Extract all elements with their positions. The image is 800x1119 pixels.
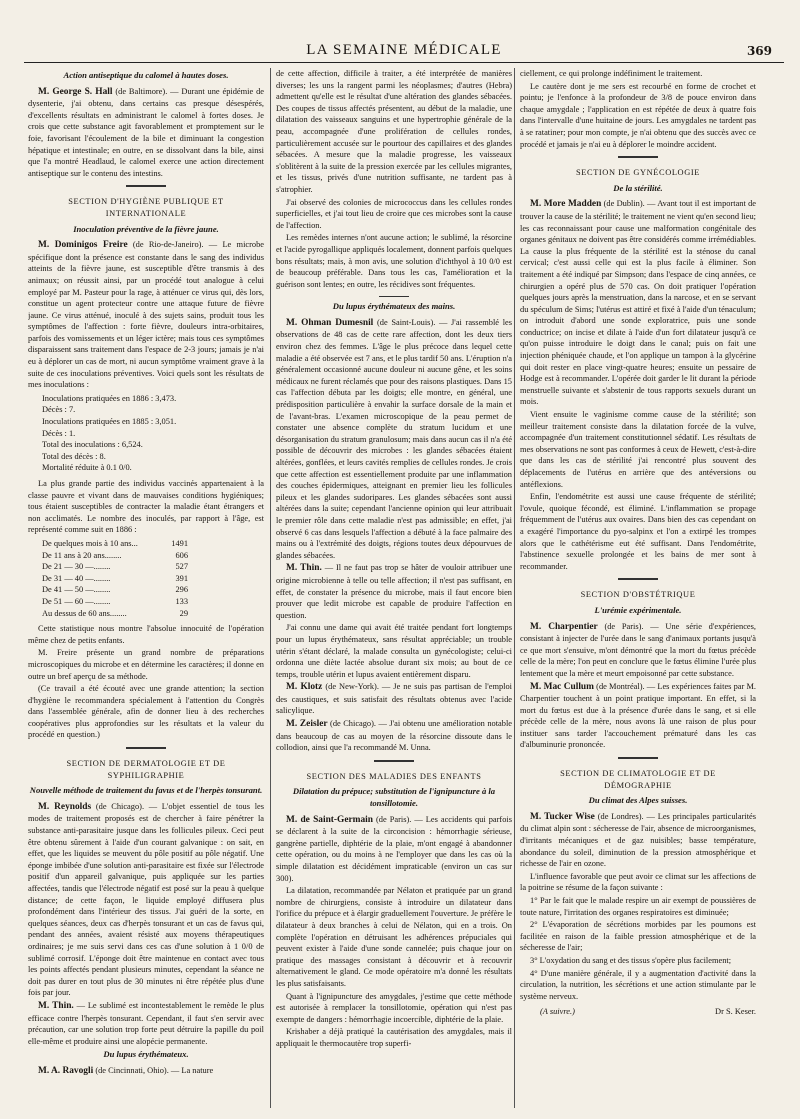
age-row (42, 550, 264, 562)
section-heading: SECTION DES MALADIES DES ENFANTS (306, 771, 482, 781)
page-header (24, 40, 784, 63)
stat-line: Total des décès : 8. (42, 451, 106, 461)
paragraph-text: (de Paris). — Les accidents qui parfois se déclarent à la suite de la circoncision : hémorrhagie sérieuse, gangrène partielle, diphtérie de la plaie, m'ont engagé à abandonner cette opération, ou du moins à ne l'employer que dans les cas où la simple dilatation est décidément impraticable (environ un cas sur 300). (276, 814, 512, 883)
age-value: 29 (179, 608, 188, 618)
paragraph-text: (de Chicago). — L'objet essentiel de tous les modes de traitement proposés est de chercher à faire pénétrer la substance anti-parasitaire jusque dans les follicules pileux. Ceci peut être obtenu sûrement à l'aide d'un courant galvanique : on sait, en effet, que les liquides se meuvent du pôle positif au pôle négatif. Une éponge imbibée d'une solution anti-parasitaire est fixée sur l'électrode positif d'un appareil galvanique, puis appliquée sur les parties affectées, tandis que l'électrode négatif est posé sur la peau à quelque distance; de cette façon, le liquide employé diffusera plus profondément dans l'intérieur des tissus. J'ai guéri de la sorte, en quelques séances, deux cas d'herpès tonsurant et un cas de favus qui, pendant des années, avaient résisté aux moyens thérapeutiques ordinaires; je me suis servi dans ces cas d'une solution à 1 0/0 de sublimé corrosif. L'éponge doit être maintenue en contact avec tous les points affectés pendant plusieurs minutes, cependant la séance ne doit pas durer en tout plus de 30 minutes ni être répétée plus d'une fois par jour. (28, 801, 264, 998)
paragraph: ciellement, ce qui prolonge indéfiniment le traitement. (520, 69, 703, 78)
paragraph (276, 814, 512, 885)
age-label: De 41 — 50 —........ (42, 585, 111, 595)
paragraph-text: (de Rio-de-Janeiro). — Le microbe spécifique dont la présence est constante dans le sang des individus atteints de la fièvre jaune, est susceptible d'être transmis à des animaux; on réussit ainsi, par un procédé tout analogue à celui employé par M. Pasteur pour la rage, à atténuer ce virus qui, dès lors, constitue un agent protecteur contre une attaque future de fièvre jaune. Ce virus atténué, inoculé à des sujets sains, produit tous les symptômes de l'affection : forte fièvre, douleurs intra-orbitaires, parfois des vomissements et un léger ictère; mais tous ces symptômes disparaissent sans traitement dans l'espace de 2-3 jours; jamais je n'ai eu à déplorer un cas de mort, ni aucun symptôme vraiment grave à la suite de ces inoculations préventives. Voici quels sont les résultats de mes inoculations : (28, 240, 264, 390)
paragraph: La dilatation, recommandée par Nélaton et pratiquée par un grand nombre de chirurgiens, consiste à introduire un dilatateur dans l'orifice du prépuce et à élargir graduellement l'ouverture. Je préfère le dilatateur à deux branches à celui de Nélaton, qui en a trois. On complète l'opération en détruisant les adhérences prépuciales qui peuvent exister à l'aide d'une sonde cannelée; puis chaque jour on pratique des massages consistant à découvrir et à recouvrir alternativement le gland. Ce mode opératoire m'a donné les résultats les plus satisfaisants. (276, 886, 512, 988)
article-title: Du climat des Alpes suisses. (588, 795, 688, 806)
paragraph: 1° Par le fait que le malade respire un air exempt de poussières de toute nature, l'irritation des organes respiratoires est diminuée; (520, 896, 756, 917)
paragraph: (Ce travail a été écouté avec une grande attention; la section d'hygiène le recommandera spécialement à l'attention du Congrès dans l'assemblée générale, afin de donner lieu à des recherches coopératives plus approfondies sur les résultats et la valeur du procédé en question.) (28, 684, 264, 740)
age-value: 527 (175, 562, 188, 572)
author-name: M. de Saint-Germain (286, 814, 373, 825)
paragraph-text: (de Dublin). — Avant tout il est important de trouver la cause de la stérilité; le traitement ne vient qu'en second lieu; les cas reconnaissant pour cause une malformation congénitale des organes génitaux ne doivent pas être considérés comme irrémédiables. La cause la plus fréquente de la stérilité est la sténose du canal cervical; c'est aussi celle qui est la plus facile à éliminer. Son traitement a été indiqué par Simpson; dans l'espace de cinq années, ce chirurgien a opéré plus de 570 cas. On doit pratiquer l'opération quelques jours après la menstruation, dans la narcose, et en se servant du spéculum de Sims; l'utérus est attiré et fixé à l'aide d'un ténaculum; on introduit d'abord une sonde exploratrice, puis une sonde conductrice; on incise et dilate à l'aide d'un fort dilatateur jusqu'à ce qu'on puisse introduire le doigt dans le canal; puis on fait une injection phéniquée chaude, et l'on applique un tampon à la glycérine qui doit rester en place vingt-quatre heures; ensuite un pessaire de Hodge est à recommander. L'opérée doit garder le lit durant la période menstruelle suivante et s'abstenir de tous rapports sexuels durant un mois. (520, 199, 756, 407)
author-name: M. Reynolds (38, 801, 92, 812)
paragraph (276, 718, 512, 754)
separator (374, 760, 414, 762)
paragraph: 2° L'évaporation de sécrétions morbides par les poumons est facilitée en raison de la faible pression atmosphérique et de la sécheresse de l'air; (520, 920, 756, 953)
age-label: De 51 — 60 —........ (42, 596, 111, 606)
paragraph (520, 621, 756, 680)
age-table (42, 538, 264, 619)
paragraph: M. Freire présente un grand nombre de préparations microscopiques du microbe et en détermine les caractères; il donne en outre un bref aperçu de sa méthode. (28, 648, 264, 681)
age-value: 391 (175, 573, 188, 583)
section-heading: SECTION D'OBSTÉTRIQUE (580, 590, 696, 600)
separator (126, 747, 166, 749)
paragraph: J'ai observé des colonies de micrococcus dans les cellules rondes superficielles, et j'ai tout lieu de croire que ces microbes sont la cause de l'affection. (276, 197, 512, 230)
paragraph: Enfin, l'endométrite est aussi une cause fréquente de stérilité; l'ovule, quoique fécondé, est éliminé. L'inflammation se propage fréquemment de l'utérus aux ovaires. Dans bien des cas cependant on a exagéré l'importance du pyo-salpinx et l'on a extirpé les trompes alors que le cathétérisme eut été suffisant. Dans l'endométrite, l'abstinence sexuelle prolongée et les bains de mer sont à recommander. (520, 492, 756, 571)
paragraph (28, 86, 264, 180)
stat-line: Mortalité réduite à 0.1 0/0. (42, 463, 132, 473)
section-heading: SECTION DE DERMATOLOGIE ET DE SYPHILIGRAPHIE (66, 759, 226, 780)
paragraph-text: (de Cincinnati, Ohio). — La nature (95, 1065, 214, 1075)
paragraph (28, 1000, 264, 1047)
author-name: M. More Madden (530, 199, 602, 210)
age-label: De quelques mois à 10 ans... (42, 538, 138, 548)
article-title: Dilatation du prépuce; substitution de l'ignipuncture à la tonsillotomie. (292, 786, 496, 809)
paragraph (276, 681, 512, 717)
paragraph (520, 811, 756, 870)
signature-line (520, 1006, 756, 1018)
paragraph: Vient ensuite le vaginisme comme cause de la stérilité; son meilleur traitement consiste dans la dilatation forcée de la vulve, accompagnée d'un traitement constitutionnel sédatif. Les résultats de mes observations ne sont pas conformes à ceux de Hewett, c'est-à-dire que dans les cas de stérilité j'ai rencontré plus souvent des déplacements de l'utérus en arrière que des antéversions ou antéflexions. (520, 410, 756, 489)
section-heading: SECTION DE CLIMATOLOGIE ET DE DÉMOGRAPHIE (560, 769, 716, 790)
age-label: De 21 — 30 —........ (42, 562, 111, 572)
age-row (42, 584, 264, 596)
running-title: LA SEMAINE MÉDICALE (306, 42, 502, 58)
paragraph: Quant à l'ignipuncture des amygdales, j'estime que cette méthode est autorisée à remplacer la tonsillotomie, opération qui n'est pas exempte de dangers : hémorrhagie incoercible, diphtérie de la plaie. (276, 991, 512, 1024)
to-be-continued: (A suivre.) (540, 1007, 575, 1017)
article-title: Action antiseptique du calomel à hautes doses. (63, 70, 229, 80)
age-row (42, 608, 264, 620)
age-value: 296 (175, 585, 188, 595)
paragraph (520, 681, 756, 752)
age-row (42, 596, 264, 608)
paragraph: 3° L'oxydation du sang et des tissus s'opère plus facilement; (530, 955, 732, 965)
paragraph (520, 198, 756, 408)
age-label: De 11 ans à 20 ans........ (42, 550, 122, 560)
age-value: 606 (175, 550, 188, 560)
paragraph: Les remèdes internes n'ont aucune action; le sublimé, la résorcine et l'acide pyrogallique appliqués localement, donnent parfois quelques bons résultats; mais, à mon avis, une solution d'ichthyol à 10 0/0 est de beaucoup préférable. Dans tous les cas, l'amélioration et la guérison sont lentes; en outre, les récidives sont fréquentes. (276, 233, 512, 289)
separator (618, 156, 658, 158)
paragraph (276, 317, 512, 561)
paragraph: Krishaber a déjà pratiqué la cautérisation des amygdales, mais il appliquait le thermocautère trop superfi- (276, 1027, 512, 1048)
stat-line: Inoculations pratiquées en 1885 : 3,051. (42, 417, 177, 427)
paragraph (28, 801, 264, 999)
age-value: 133 (175, 596, 188, 606)
author-name: M. Ohman Dumesnil (286, 317, 374, 328)
paragraph: L'influence favorable que peut avoir ce climat sur les affections de la poitrine se résume de la façon suivante : (520, 871, 756, 893)
paragraph (28, 1065, 264, 1078)
stat-line: Total des inoculations : 6,524. (42, 440, 143, 450)
article-title: Nouvelle méthode de traitement du favus et de l'herpès tonsurant. (29, 785, 263, 796)
paragraph-text: (de Chicago). — J'ai obtenu une amélioration notable dans beaucoup de cas au moyen de la résorcine dissoute dans le collodion, ainsi que l'a recommandé M. Unna. (276, 719, 512, 753)
author-name: M. Zeisler (286, 719, 328, 730)
paragraph: 4° D'une manière générale, il y a augmentation d'activité dans la circulation, la nutrition, les sécrétions et une action stimulante par le système nerveux. (520, 968, 756, 1001)
paragraph-text: (de Paris). — Une série d'expériences, consistant à injecter de l'urée dans le sang d'animaux portants jusqu'à ce que mort s'ensuive, m'ont démontré que la mort du fœtus précède celle de la mère; l'on peut en conclure que le fœtus élimine l'urée plus lentement que la mère et meurt empoisonné par cette substance. (520, 621, 756, 678)
article-title: L'urémie expérimentale. (594, 604, 682, 615)
separator (618, 578, 658, 580)
stat-line: Décès : 1. (42, 428, 76, 438)
paragraph: de cette affection, difficile à traiter, a été interprétée de manières diverses; les uns la rangent parmi les néoplasmes; d'autres (Hebra) admettent qu'elle est le résultat d'une altération des glandes sébacées. Des coupes de tissus affectés présentent, au début de la maladie, une dilatation des vaisseaux sanguins et une hypertrophie générale de la peau, accompagnée d'une prolifération de cellules rondes, particulièrement accusée sur le pourtour des capillaires et des glandes sébacées. A mesure que la maladie progresse, les vaisseaux s'oblitèrent à la suite de la pression exercée par les cellules migrantes, et les tissus, privés d'une nutrition suffisante, ne tardent pas à s'atrophier. (276, 69, 512, 194)
page-number: 369 (746, 44, 772, 58)
signature: Dr S. Keser. (715, 1007, 756, 1017)
paragraph: Le cautère dont je me sers est recourbé en forme de crochet et pointu; je l'enfonce à la profondeur de 3/8 de pouce environ dans chaque amygdale ; l'application en est répétée de deux à quatre fois dans l'intervalle d'une huitaine de jours. Les amygdales ne tardent pas à se ratatiner; pour mon compte, je n'ai obtenu que des succès avec ce procédé et jamais je n'ai eu à déplorer le moindre accident. (520, 81, 756, 149)
paragraph-text: (de Saint-Louis). — J'ai rassemblé les observations de 48 cas de cette rare affection, dont les deux tiers environ chez des femmes. L'âge le plus précoce dans lequel cette maladie a été observée est 7 ans, et le plus tardif 50 ans. L'éruption n'a généralement occasionné aucune douleur ni aucune gêne, et les soins médicaux ne furent réclamés que pour des raisons plastiques. Dans 15 cas l'affection débuta par les doigts; elle montre, en général, une prédisposition particulière à envahir la surface dorsale de la main et de l'avant-bras. L'examen microscopique de la peau permet de constater une absence complète du stratum lucidum et une désorganisation du stratum granulosum; mais dans aucun cas il n'a été possible de découvrir des microbes : les glandes sébacées étaient altérées, gonflées, et leurs cavités remplies de cellules rondes. Je crois que cette affection est essentiellement produite par une inflammation des couches épidermiques, atteignant en premier lieu les follicules pileux et les glandes sudoripares. Les glandes sébacées sont aussi altérées dans la suite; cependant l'ancienne opinion qui leur attribuait le premier rôle dans cette maladie n'est pas admissible; en effet, j'ai observé 6 cas dans lesquels l'affection a débuté à la face palmaire des mains ou à l'extrémité des doigts, régions toutes deux dépourvues de glandes sébacées. (276, 317, 512, 560)
article-title: De la stérilité. (613, 182, 663, 193)
paragraph-text: (de Londres). — Les principales particularités du climat alpin sont : sécheresse de l'air, absence de microorganismes, d'irritants mécaniques et de gaz nuisibles; basse température, abondance du soleil, diminution de la pression atmosphérique et richesse de l'air en ozone. (520, 811, 756, 869)
section-heading: SECTION D'HYGIÈNE PUBLIQUE ET INTERNATIONALE (68, 197, 224, 218)
inoculation-stats (42, 393, 264, 474)
column-rule (270, 68, 271, 1108)
paragraph-text: (de Baltimore). — Durant une épidémie de dysenterie, j'ai obtenu, dans certains cas presque désespérés, d'excellents résultats en administrant le calomel à fortes doses. Je crois que cette substance agit favorablement et promptement sur le foie, favorisant l'écoulement de la bile et diminuant la congestion hépatique et intestinale; en outre, en se dissolvant dans la bile, ainsi que l'a montré Headlaud, le calomel exerce une action directement antiseptique sur le contenu des intestins. (28, 86, 264, 178)
author-name: M. Thin. (286, 563, 322, 574)
column-right (520, 68, 756, 1108)
column-rule (514, 68, 515, 1108)
author-name: M. Dominigos Freire (38, 240, 128, 251)
age-row (42, 573, 264, 585)
paragraph-text: — Le sublimé est incontestablement le remède le plus efficace contre l'herpès tonsurant. Cependant, il faut s'en servir avec précaution, car une solution trop forte peut détruire la papille du poil elle-même et produire ainsi une alopécie permanente. (28, 1000, 264, 1046)
separator (618, 757, 658, 759)
separator (126, 185, 166, 187)
author-name: M. Thin. (38, 1000, 74, 1011)
paragraph: La plus grande partie des individus vaccinés appartenaient à la classe pauvre et vivant dans de mauvaises conditions hygiéniques; tous étaient susceptibles de contracter la maladie étant étrangers et non acclimatés. Le nombre des inoculés, par rapport à l'âge, est représenté comme suit en 1886 : (28, 479, 264, 535)
author-name: M. Mac Cullum (530, 681, 594, 692)
separator (379, 296, 409, 297)
article-title: Du lupus érythémateux des mains. (332, 301, 456, 312)
author-name: M. A. Ravogli (38, 1065, 94, 1076)
author-name: M. Klotz (286, 682, 323, 693)
column-left (28, 68, 264, 1108)
author-name: M. George S. Hall (38, 86, 113, 97)
paragraph-text: (de Montréal). — Les expériences faites par M. Charpentier touchent à un point pratique important. En effet, si la mort du fœtus est due à la présence d'urée dans le sang, et si elle précède celle de la mère, nous avons là une raison de plus pour instituer sans tarder l'accouchement prématuré dans les cas d'albuminurie prononcée. (520, 681, 756, 750)
age-row (42, 561, 264, 573)
stat-line: Décès : 7. (42, 405, 76, 415)
paragraph (28, 239, 264, 391)
article-title: Inoculation préventive de la fièvre jaune. (73, 223, 219, 234)
age-value: 1491 (171, 538, 188, 548)
age-row (42, 538, 264, 550)
column-middle (276, 68, 512, 1108)
paragraph-text: — Il ne faut pas trop se hâter de vouloir attribuer une origine microbienne à telle ou telle affection; il n'est pas suffisant, en effet, de constater la présence du microbe, mais il faut encore bien prouver que ledit microbe est capable de produire l'affection en question. (276, 563, 512, 620)
section-heading: SECTION DE GYNÉCOLOGIE (576, 168, 700, 178)
paragraph-text: (de New-York). — Je ne suis pas partisan de l'emploi des caustiques, et suis satisfait des résultats obtenus avec l'acide salicylique. (276, 682, 512, 716)
stat-line: Inoculations pratiquées en 1886 : 3,473. (42, 393, 177, 403)
author-name: M. Tucker Wise (530, 811, 595, 822)
age-label: Au dessus de 60 ans........ (42, 608, 127, 618)
paragraph: Cette statistique nous montre l'absolue innocuité de l'opération même chez de petits enfants. (28, 624, 264, 645)
article-title: Du lupus érythémateux. (103, 1049, 189, 1060)
author-name: M. Charpentier (530, 621, 598, 632)
age-label: De 31 — 40 —........ (42, 573, 111, 583)
paragraph: J'ai connu une dame qui avait été traitée pendant fort longtemps pour un lupus érythémateux, sans résultat appréciable; un trouble utérin s'étant déclaré, la malade consulta un gynécologiste; celui-ci ordonna une diète lactée absolue durant six mois; au bout de ce temps, trouble utérin et lupus avaient entièrement disparu. (276, 623, 512, 679)
paragraph (276, 562, 512, 621)
